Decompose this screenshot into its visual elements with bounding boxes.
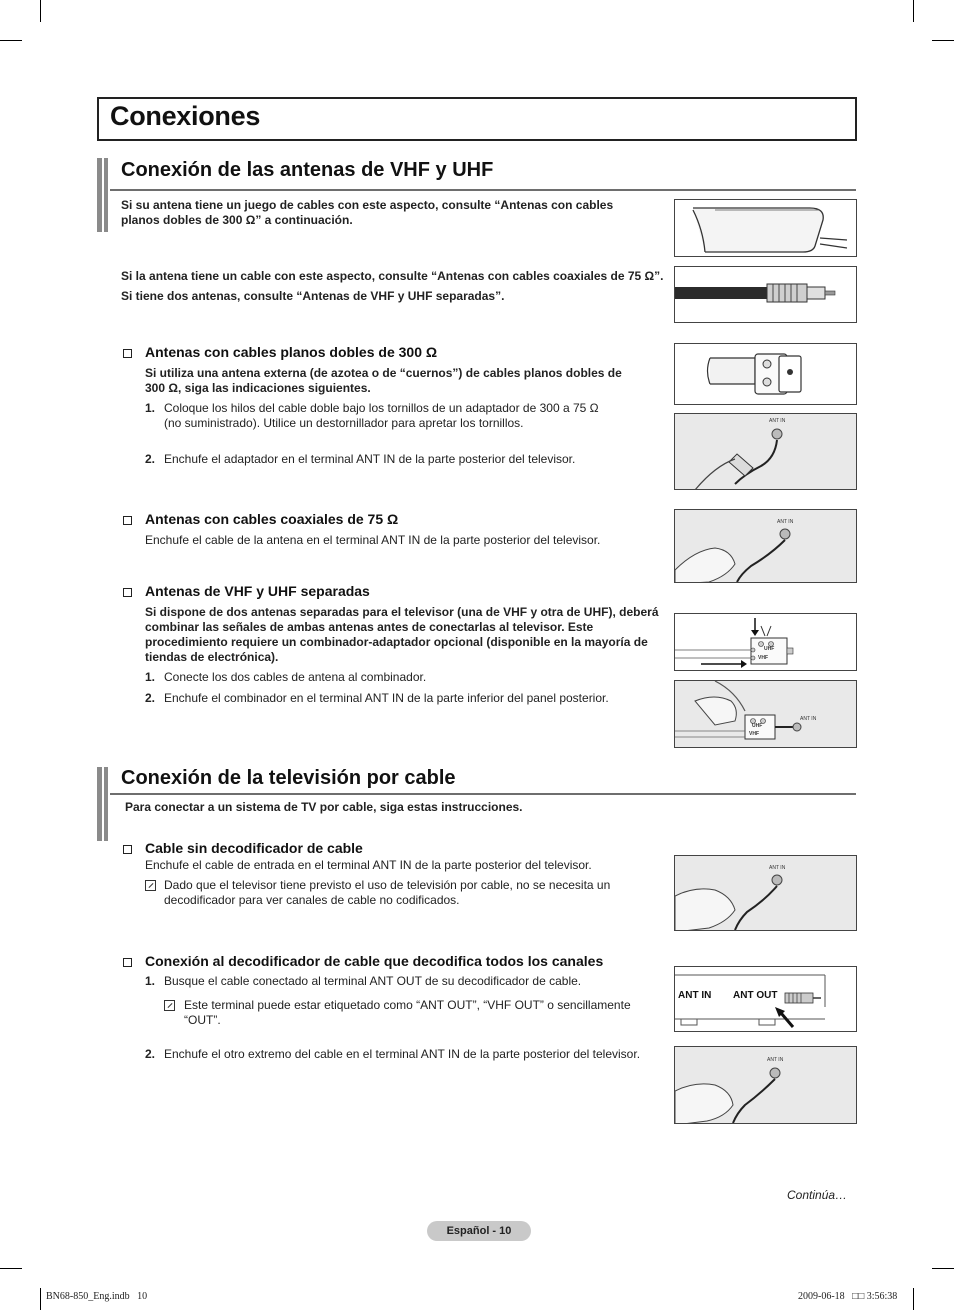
figure-cable-hand bbox=[674, 855, 857, 931]
note-text: Este terminal puede estar etiquetado como “ANT OUT”, “VHF OUT” o sencillamente “OUT”. bbox=[184, 998, 631, 1027]
port-label: ANT IN bbox=[800, 716, 817, 722]
subsection-desc-300ohm: Si utiliza una antena externa (de azotea o de “cuernos”) de cables planos dobles de 300 Ω, siga las indicaciones siguientes. bbox=[145, 366, 622, 395]
figure-combiner-ant-in bbox=[674, 680, 857, 748]
figure-combiner bbox=[674, 613, 857, 671]
intro-coax-cable: Si la antena tiene un cable con este aspecto, consulte “Antenas con cables coaxiales de 75 Ω”. bbox=[121, 269, 664, 283]
note-text: Dado que el televisor tiene previsto el uso de televisión por cable, no se necesita un decodificador para ver canales de cable no codificados. bbox=[164, 878, 611, 907]
section-title-antenas: Conexión de las antenas de VHF y UHF bbox=[121, 159, 494, 181]
crop-mark bbox=[0, 40, 22, 41]
subsection-title-no-decoder: Cable sin decodificador de cable bbox=[145, 840, 363, 856]
figure-ant-in-adapter bbox=[674, 413, 857, 490]
section-marker bbox=[97, 767, 111, 841]
bullet-square bbox=[123, 845, 132, 854]
port-label: ANT IN bbox=[777, 519, 794, 525]
figure-flat-cable bbox=[674, 199, 857, 257]
footer-timestamp: 2009-06-18 □□ 3:56:38 bbox=[798, 1291, 898, 1302]
subsection-title-75ohm: Antenas con cables coaxiales de 75 Ω bbox=[145, 511, 399, 527]
ant-out-label: ANT OUT bbox=[733, 990, 778, 1001]
subsection-title-300ohm: Antenas con cables planos dobles de 300 Ω bbox=[145, 344, 438, 360]
crop-mark bbox=[913, 1288, 914, 1310]
ant-in-label: ANT IN bbox=[678, 990, 712, 1001]
note-icon bbox=[164, 1000, 175, 1011]
bullet-square bbox=[123, 958, 132, 967]
step-text: Enchufe el adaptador en el terminal ANT IN de la parte posterior del televisor. bbox=[164, 452, 576, 466]
step-text: Conecte los dos cables de antena al combinador. bbox=[164, 670, 427, 684]
port-label: ANT IN bbox=[769, 418, 786, 424]
intro-separate-antennas: Si tiene dos antenas, consulte “Antenas de VHF y UHF separadas”. bbox=[121, 289, 505, 303]
crop-mark bbox=[932, 40, 954, 41]
figure-adapter bbox=[674, 343, 857, 405]
page-number-pill: Español - 10 bbox=[427, 1221, 531, 1241]
uhf-label: UHF bbox=[764, 646, 775, 652]
crop-mark bbox=[932, 1268, 954, 1269]
crop-mark bbox=[913, 0, 914, 22]
crop-mark bbox=[40, 1288, 41, 1310]
step-number: 2. bbox=[145, 691, 156, 705]
step-number: 2. bbox=[145, 1047, 156, 1061]
intro-cable-tv: Para conectar a un sistema de TV por cable, siga estas instrucciones. bbox=[125, 800, 523, 814]
note-icon bbox=[145, 880, 156, 891]
step-number: 1. bbox=[145, 974, 156, 988]
continued-label: Continúa… bbox=[787, 1188, 848, 1202]
step-number: 1. bbox=[145, 670, 156, 684]
step-text: Enchufe el combinador en el terminal ANT IN de la parte inferior del panel posterior. bbox=[164, 691, 609, 705]
subsection-desc-no-decoder: Enchufe el cable de entrada en el terminal ANT IN de la parte posterior del televisor. bbox=[145, 858, 592, 872]
crop-mark bbox=[40, 0, 41, 22]
bullet-square bbox=[123, 588, 132, 597]
subsection-title-separate: Antenas de VHF y UHF separadas bbox=[145, 583, 370, 599]
subsection-title-decoder: Conexión al decodificador de cable que decodifica todos los canales bbox=[145, 953, 604, 969]
crop-mark bbox=[0, 1268, 22, 1269]
section-title-cable-tv: Conexión de la televisión por cable bbox=[121, 767, 456, 789]
step-number: 2. bbox=[145, 452, 156, 466]
footer-file-info: BN68-850_Eng.indb 10 bbox=[46, 1291, 148, 1302]
subsection-desc-separate: Si dispone de dos antenas separadas para el televisor (una de VHF y otra de UHF), deberá combinar las señales de ambas antenas antes de conectarlas al televisor. Este procedimiento requiere un combinador-adaptador opcional (disponible en la mayoría de tiendas de electrónica). bbox=[145, 605, 659, 664]
step-number: 1. bbox=[145, 401, 156, 415]
vhf-label: VHF bbox=[749, 731, 759, 737]
step-text: Busque el cable conectado al terminal ANT OUT de su decodificador de cable. bbox=[164, 974, 582, 988]
port-label: ANT IN bbox=[767, 1057, 784, 1063]
figure-ant-in-final bbox=[674, 1046, 857, 1124]
figure-coax-hand bbox=[674, 509, 857, 583]
section-rule bbox=[110, 793, 856, 795]
intro-flat-cable: Si su antena tiene un juego de cables con este aspecto, consulte “Antenas con cables planos dobles de 300 Ω” a continuación. bbox=[121, 198, 614, 227]
vhf-label: VHF bbox=[758, 655, 768, 661]
section-marker bbox=[97, 158, 111, 232]
page-title: Conexiones bbox=[110, 101, 261, 131]
bullet-square bbox=[123, 349, 132, 358]
section-rule bbox=[110, 189, 856, 191]
bullet-square bbox=[123, 516, 132, 525]
figure-coax-cable bbox=[674, 266, 857, 323]
subsection-desc-75ohm: Enchufe el cable de la antena en el terminal ANT IN de la parte posterior del televisor. bbox=[145, 533, 601, 547]
step-text: Enchufe el otro extremo del cable en el terminal ANT IN de la parte posterior del televisor. bbox=[164, 1047, 641, 1061]
port-label: ANT IN bbox=[769, 865, 786, 871]
uhf-label: UHF bbox=[752, 723, 763, 729]
figure-decoder-ant-out bbox=[674, 966, 857, 1032]
step-text: Coloque los hilos del cable doble bajo los tornillos de un adaptador de 300 a 75 Ω (no suministrado). Utilice un destornillador para apretar los tornillos. bbox=[164, 401, 599, 430]
